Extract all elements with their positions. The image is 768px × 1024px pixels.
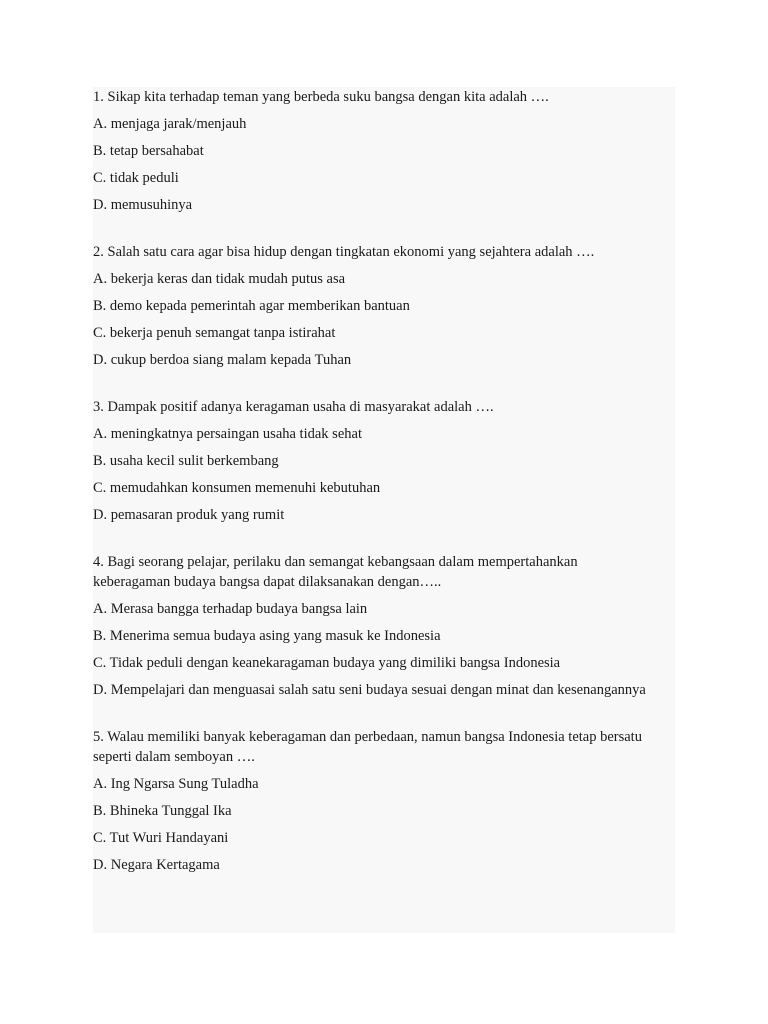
- question-3: [93, 397, 653, 525]
- option-b: B. usaha kecil sulit berkembang: [93, 453, 279, 469]
- option-c: C. tidak peduli: [93, 170, 179, 186]
- option-d: D. Mempelajari dan menguasai salah satu seni budaya sesuai dengan minat dan kesenangannya: [93, 682, 646, 698]
- option-a: A. Merasa bangga terhadap budaya bangsa lain: [93, 601, 368, 617]
- question-5: [93, 727, 653, 875]
- question-text: 3. Dampak positif adanya keragaman usaha di masyarakat adalah ….: [93, 399, 494, 415]
- option-c: C. bekerja penuh semangat tanpa istirahat: [93, 325, 336, 341]
- question-text: 4. Bagi seorang pelajar, perilaku dan semangat kebangsaan dalam mempertahankan keberagaman budaya bangsa dapat dilaksanakan dengan…..: [93, 554, 578, 590]
- question-text: 1. Sikap kita terhadap teman yang berbeda suku bangsa dengan kita adalah ….: [93, 89, 549, 105]
- option-d: D. Negara Kertagama: [93, 857, 220, 873]
- option-b: B. tetap bersahabat: [93, 143, 204, 159]
- option-b: B. Bhineka Tunggal Ika: [93, 803, 232, 819]
- option-a: A. Ing Ngarsa Sung Tuladha: [93, 776, 259, 792]
- question-text: 5. Walau memiliki banyak keberagaman dan perbedaan, namun bangsa Indonesia tetap bersatu seperti dalam semboyan ….: [93, 729, 642, 765]
- question-text: 2. Salah satu cara agar bisa hidup dengan tingkatan ekonomi yang sejahtera adalah ….: [93, 244, 595, 260]
- question-2: [93, 242, 653, 370]
- option-b: B. Menerima semua budaya asing yang masuk ke Indonesia: [93, 628, 441, 644]
- question-list: [93, 87, 653, 902]
- option-c: C. memudahkan konsumen memenuhi kebutuhan: [93, 480, 381, 496]
- option-a: A. bekerja keras dan tidak mudah putus asa: [93, 271, 346, 287]
- option-a: A. meningkatnya persaingan usaha tidak sehat: [93, 426, 362, 442]
- option-d: D. memusuhinya: [93, 197, 193, 213]
- option-c: C. Tidak peduli dengan keanekaragaman budaya yang dimiliki bangsa Indonesia: [93, 655, 561, 671]
- question-1: [93, 87, 653, 215]
- question-4: [93, 552, 653, 700]
- option-b: B. demo kepada pemerintah agar memberikan bantuan: [93, 298, 410, 314]
- option-a: A. menjaga jarak/menjauh: [93, 116, 247, 132]
- option-d: D. pemasaran produk yang rumit: [93, 507, 285, 523]
- option-d: D. cukup berdoa siang malam kepada Tuhan: [93, 352, 352, 368]
- option-c: C. Tut Wuri Handayani: [93, 830, 229, 846]
